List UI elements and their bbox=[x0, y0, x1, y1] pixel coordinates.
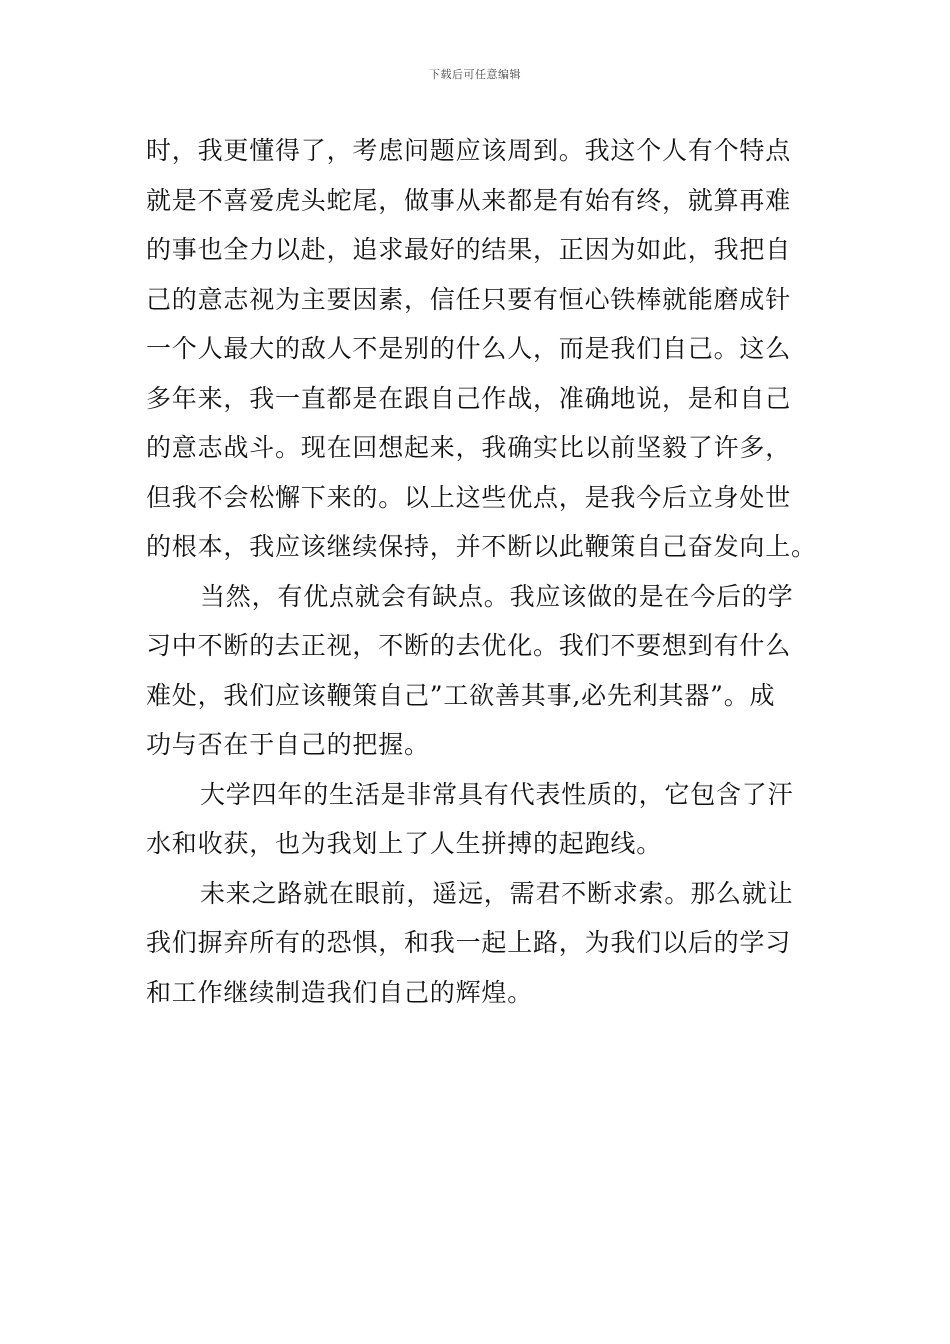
paragraph-start-line: 未来之路就在眼前，遥远，需君不断求索。那么就让 bbox=[200, 878, 794, 908]
text-line: 习中不断的去正视，不断的去优化。我们不要想到有什么 bbox=[146, 631, 792, 660]
text-line: 功与否在于自己的把握。 bbox=[146, 730, 430, 759]
text-line: 一个人最大的敌人不是别的什么人，而是我们自己。这么 bbox=[146, 334, 792, 363]
text-line: 就是不喜爱虎头蛇尾，做事从来都是有始有终，就算再难 bbox=[146, 185, 792, 215]
text-line: 我们摒弃所有的恐惧，和我一起上路，为我们以后的学习 bbox=[146, 928, 792, 957]
text-line: 的事也全力以赴，追求最好的结果，正因为如此，我把自 bbox=[146, 235, 792, 264]
text-line: 时，我更懂得了，考虑问题应该周到。我这个人有个特点 bbox=[146, 136, 792, 165]
text-line: 难处，我们应该鞭策自己”工欲善其事,必先利其器”。成 bbox=[146, 680, 776, 710]
paragraph-start-line: 当然，有优点就会有缺点。我应该做的是在今后的学 bbox=[200, 581, 794, 611]
text-line: 的意志战斗。现在回想起来，我确实比以前坚毅了许多， bbox=[146, 433, 792, 462]
paragraph-start-line: 大学四年的生活是非常具有代表性质的，它包含了汗 bbox=[200, 779, 794, 809]
text-line: 的根本，我应该继续保持，并不断以此鞭策自己奋发向上。 bbox=[146, 532, 817, 561]
page-header: 下载后可任意编辑 bbox=[429, 68, 521, 81]
text-line: 己的意志视为主要因素，信任只要有恒心铁棒就能磨成针 bbox=[146, 284, 792, 314]
text-line: 多年来，我一直都是在跟自己作战，准确地说，是和自己 bbox=[146, 383, 792, 413]
text-line: 水和收获，也为我划上了人生拼搏的起跑线。 bbox=[146, 829, 663, 858]
document-body bbox=[146, 126, 817, 1017]
text-line: 和工作继续制造我们自己的辉煌。 bbox=[146, 977, 534, 1007]
text-line: 但我不会松懈下来的。以上这些优点，是我今后立身处世 bbox=[146, 482, 792, 512]
